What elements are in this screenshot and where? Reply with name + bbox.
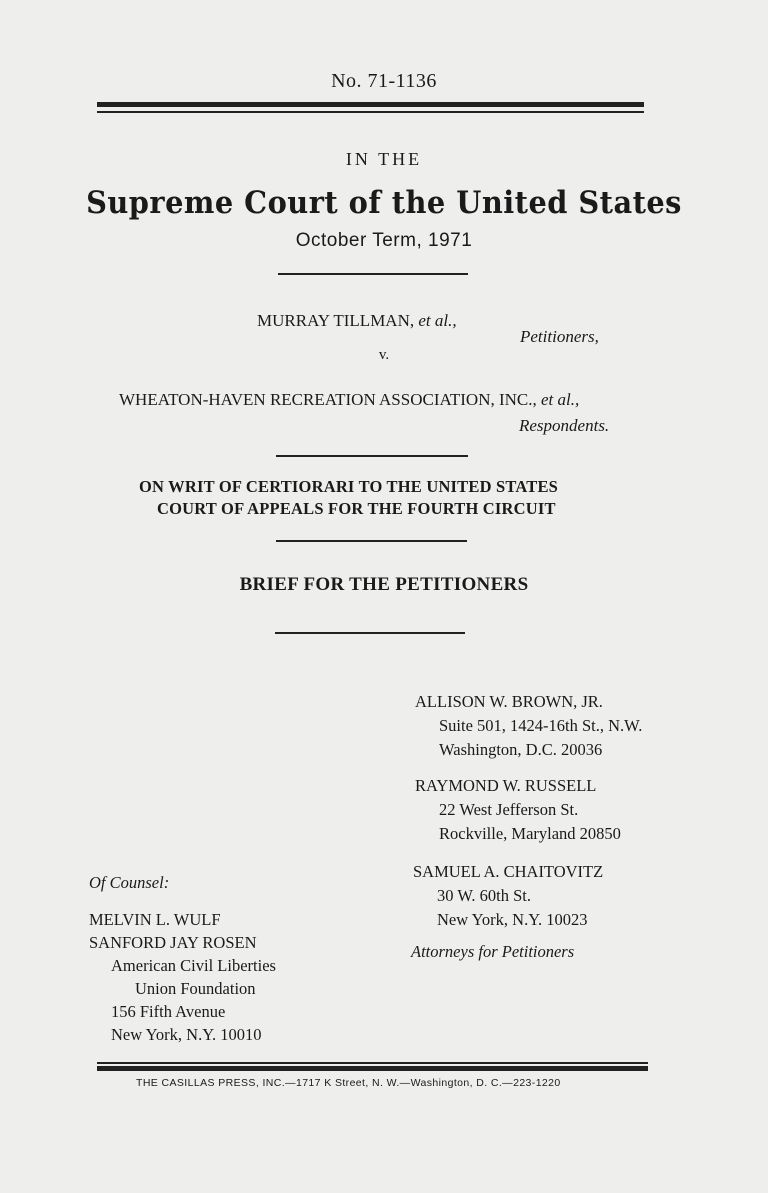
attorney-address-line: 22 West Jefferson St.	[439, 800, 579, 819]
court-name: Supreme Court of the United States	[86, 185, 682, 221]
attorney-block-3	[413, 860, 603, 932]
attorney-address-line: Suite 501, 1424-16th St., N.W.	[439, 716, 643, 735]
counsel-org-line: American Civil Liberties	[111, 956, 276, 975]
counsel-address-line: 156 Fifth Avenue	[111, 1002, 226, 1021]
attorney-address-line: Washington, D.C. 20036	[439, 740, 603, 759]
counsel-name: MELVIN L. WULF	[89, 910, 221, 929]
counsel-org-line: Union Foundation	[135, 979, 256, 998]
docket-number: No. 71-1136	[331, 70, 437, 92]
respondent-name-text: WHEATON-HAVEN RECREATION ASSOCIATION, INC.,	[119, 390, 537, 409]
attorney-address-line: 30 W. 60th St.	[437, 886, 531, 905]
top-rule-thin	[97, 111, 644, 113]
attorney-address-line: New York, N.Y. 10023	[437, 910, 588, 929]
divider-rule-1	[278, 273, 468, 275]
bottom-rule-thick	[97, 1066, 648, 1071]
divider-rule-3	[276, 540, 467, 542]
counsel-name: SANFORD JAY ROSEN	[89, 933, 257, 952]
versus-label: v.	[378, 347, 390, 363]
petitioner-name-text: MURRAY TILLMAN,	[257, 311, 415, 330]
writ-line-1: ON WRIT OF CERTIORARI TO THE UNITED STATES	[139, 477, 559, 496]
respondent-role: Respondents.	[519, 416, 610, 435]
respondent-name	[119, 390, 579, 410]
attorney-block-1	[415, 690, 642, 762]
petitioner-role: Petitioners,	[520, 327, 599, 346]
petitioner-name	[257, 311, 457, 331]
of-counsel-label: Of Counsel:	[89, 873, 170, 892]
in-the-label: IN THE	[345, 149, 423, 169]
top-rule-thick	[97, 102, 644, 107]
divider-rule-2	[276, 455, 468, 457]
of-counsel-block	[89, 908, 276, 1046]
attorney-name: RAYMOND W. RUSSELL	[415, 776, 597, 795]
counsel-address-line: New York, N.Y. 10010	[111, 1025, 262, 1044]
printer-imprint: THE CASILLAS PRESS, INC.—1717 K Street, N. W.—Washington, D. C.—223-1220	[136, 1077, 561, 1089]
respondent-etal: et al.,	[541, 390, 580, 409]
attorney-block-2	[415, 774, 621, 846]
attorney-name: ALLISON W. BROWN, JR.	[415, 692, 603, 711]
divider-rule-4	[275, 632, 465, 634]
attorneys-for-label: Attorneys for Petitioners	[411, 942, 575, 961]
writ-line-2: COURT OF APPEALS FOR THE FOURTH CIRCUIT	[157, 499, 556, 518]
brief-title: BRIEF FOR THE PETITIONERS	[239, 574, 529, 595]
attorney-name: SAMUEL A. CHAITOVITZ	[413, 862, 604, 881]
bottom-rule-thin	[97, 1062, 648, 1064]
petitioner-etal: et al.,	[418, 311, 457, 330]
court-term: October Term, 1971	[295, 230, 473, 251]
attorney-address-line: Rockville, Maryland 20850	[439, 824, 621, 843]
